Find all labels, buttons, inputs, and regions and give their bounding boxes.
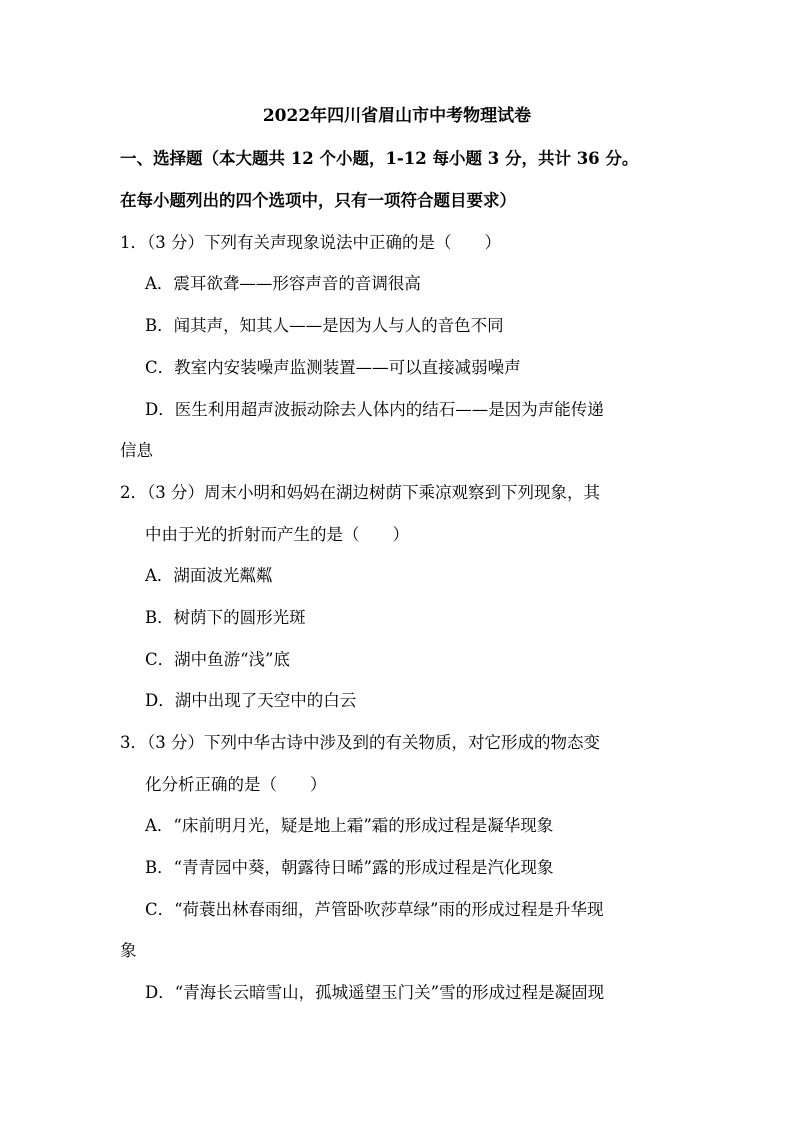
question-3-stem-cont: 化分析正确的是（ ） [145,775,327,794]
question-3-option-c: C．“荷蓑出林春雨细，芦管卧吹莎草绿”雨的形成过程是升华现 [145,900,604,919]
question-2-stem-cont: 中由于光的折射而产生的是（ ） [145,525,409,544]
question-3-option-d: D．“青海长云暗雪山，孤城遥望玉门关”雪的形成过程是凝固现 [145,983,605,1002]
question-3-option-b: B．“青青园中葵，朝露待日晞”露的形成过程是汽化现象 [145,858,554,877]
question-1-stem: 1．（3 分）下列有关声现象说法中正确的是（ ） [120,233,501,252]
section-heading-line1: 一、选择题（本大题共 12 个小题，1-12 每小题 3 分，共计 36 分。 [120,149,639,168]
question-2-option-c: C．湖中鱼游“浅”底 [145,650,290,669]
question-1-option-c: C．教室内安装噪声监测装置——可以直接减弱噪声 [145,358,521,377]
question-1-option-a: A．震耳欲聋——形容声音的音调很高 [145,274,421,293]
question-3-stem: 3．（3 分）下列中华古诗中涉及到的有关物质，对它形成的物态变 [120,733,600,752]
question-2-option-a: A．湖面波光粼粼 [145,566,273,585]
question-3-option-c-cont: 象 [120,941,137,960]
question-1-option-d-cont: 信息 [120,441,153,460]
question-2-option-b: B．树荫下的圆形光斑 [145,608,306,627]
question-1-option-b: B．闻其声，知其人——是因为人与人的音色不同 [145,316,504,335]
question-2-stem: 2．（3 分）周末小明和妈妈在湖边树荫下乘凉观察到下列现象，其 [120,483,600,502]
question-3-option-a: A．“床前明月光，疑是地上霜”霜的形成过程是凝华现象 [145,816,554,835]
question-2-option-d: D．湖中出现了天空中的白云 [145,691,357,710]
section-heading-line2: 在每小题列出的四个选项中，只有一项符合题目要求） [120,191,516,210]
question-1-option-d: D．医生利用超声波振动除去人体内的结石——是因为声能传递 [145,400,604,419]
page-title: 2022年四川省眉山市中考物理试卷 [262,106,532,126]
